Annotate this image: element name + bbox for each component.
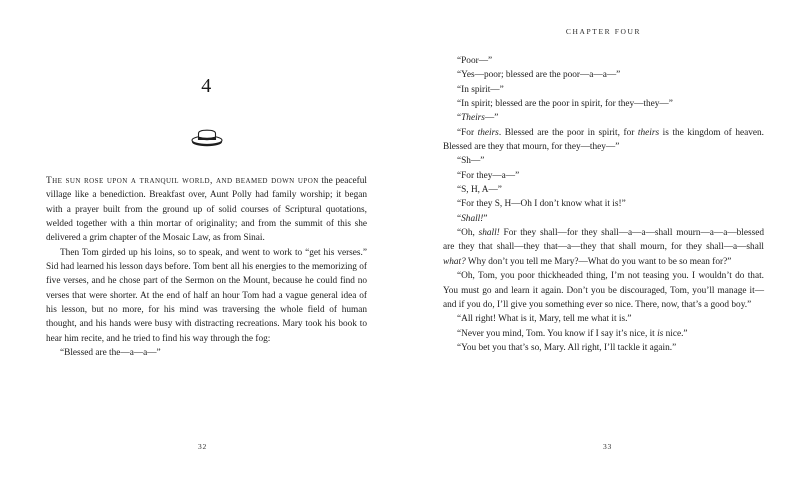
- paragraph: “Poor—”: [457, 56, 493, 66]
- paragraph: “For they—a—”: [457, 170, 520, 181]
- page-right: [405, 0, 810, 479]
- paragraph: “Oh, Tom, you poor thickheaded thing, I’m not teasing you. I wouldn’t do that. You must go and learn it again. Don’t you be discouraged, Tom, you’ll manage it—and if you do, I’ll give you something ever so nice. There, now, that’s a good boy.”: [443, 271, 764, 310]
- paragraph: “In spirit; blessed are the poor in spirit, for they—they—”: [457, 99, 673, 110]
- left-page-body: [46, 174, 367, 360]
- paragraph: “Shall!”: [457, 213, 488, 224]
- paragraph: “S, H, A—”: [457, 185, 502, 196]
- paragraph: “In spirit—”: [457, 84, 504, 95]
- paragraph: “All right! What is it, Mary, tell me what it is.”: [457, 314, 632, 325]
- opening-rest: the peaceful village like a benediction. Breakfast over, Aunt Polly had family worship; it began with a prayer built from the ground up of solid courses of Scriptural quotations, welded together with a thin mortar of originality; and from the summit of this she delivered a grim chapter of the Mosaic Law, as from Sinai.: [46, 176, 367, 244]
- hat-ornament-icon: [46, 126, 367, 152]
- running-head-left-blank: [46, 0, 367, 39]
- paragraph: “Oh, shall! For they shall—for they shall—a—a—shall mourn—a—a—blessed are they that shall—they that—a—they that shall mourn, for they shall—a—shall what? Why don’t you tell me Mary?—What do you want to be so mean for?”: [443, 228, 764, 267]
- paragraph: “For they S, H—Oh I don’t know what it is!”: [457, 199, 626, 210]
- paragraph: “Never you mind, Tom. You know if I say it’s nice, it is nice.”: [457, 328, 688, 339]
- chapter-number: 4: [201, 75, 212, 97]
- paragraph: Then Tom girded up his loins, so to speak, and went to work to “get his verses.” Sid had learned his lesson days before. Tom bent all his energies to the memorizing of five verses, and he chose part of the Sermon on the Mount, because he could find no verses that were shorter. At the end of half an hour Tom had a vague general idea of his lesson, but no more, for his mind was traversing the whole field of human thought, and his hands were busy with distracting recreations. Mary took his book to hear him recite, and he tried to find his way through the fog:: [46, 247, 367, 344]
- running-head-right: CHAPTER FOUR: [565, 27, 642, 36]
- paragraph: “For theirs. Blessed are the poor in spirit, for theirs is the kingdom of heaven. Blessed are they that mourn, for they—they—”: [443, 127, 764, 153]
- paragraph: “Theirs—”: [457, 113, 499, 124]
- paragraph: “Yes—poor; blessed are the poor—a—a—”: [457, 70, 621, 81]
- right-page-body: [443, 54, 764, 355]
- paragraph: “Blessed are the—a—a—”: [60, 348, 161, 359]
- paragraph: “Sh—”: [457, 156, 485, 167]
- folio-left: 32: [197, 442, 208, 451]
- paragraph-opening: [46, 174, 367, 246]
- opening-smallcaps: The sun rose upon a tranquil world, and beamed down upon: [46, 176, 319, 186]
- folio-right: 33: [602, 442, 613, 451]
- paragraph: “You bet you that’s so, Mary. All right, I’ll tackle it again.”: [457, 342, 677, 353]
